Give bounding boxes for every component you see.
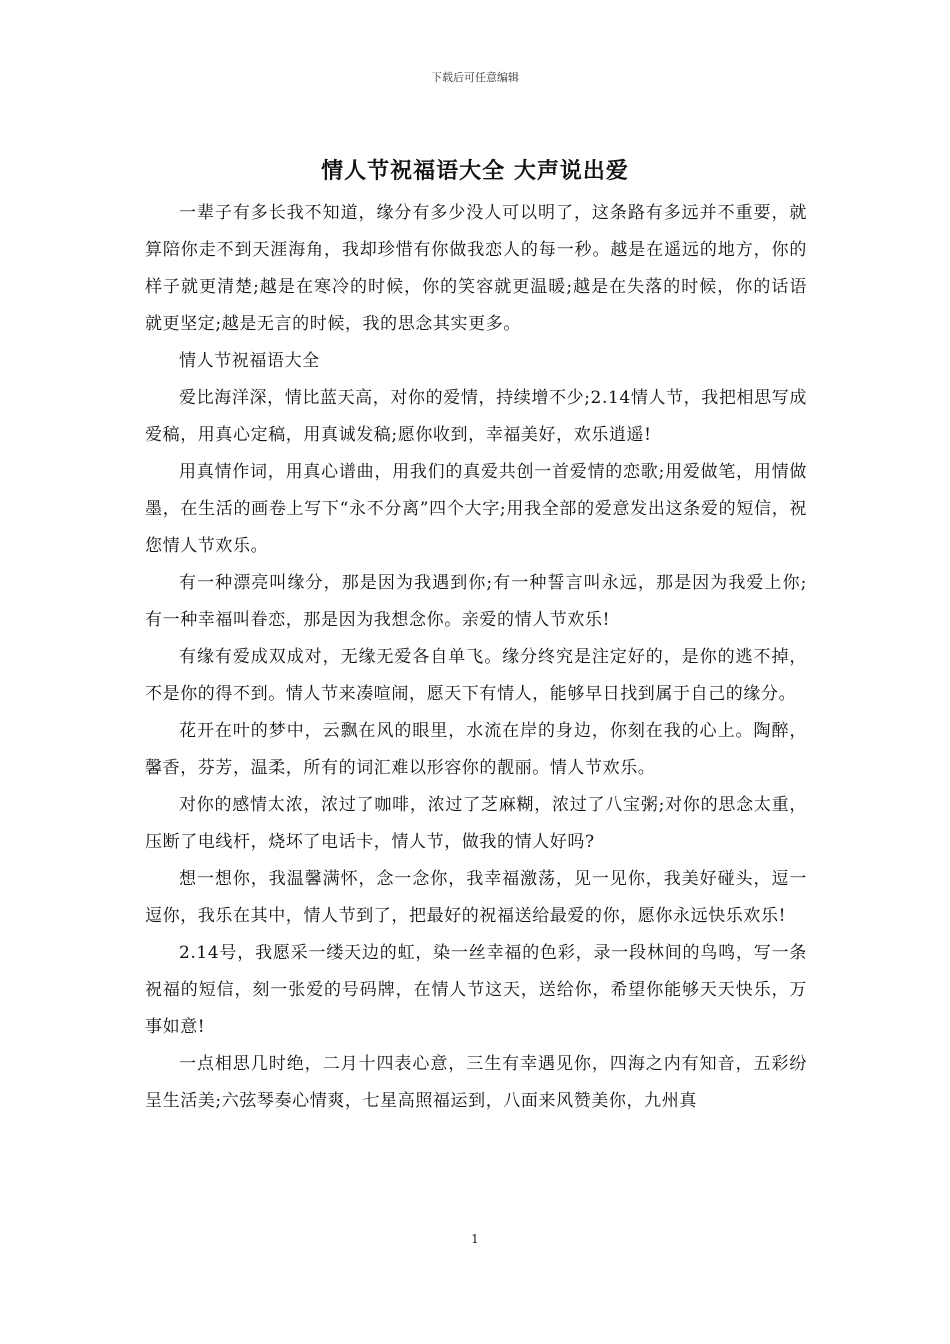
- header-note: 下载后可任意编辑: [431, 71, 519, 84]
- document-body: [145, 195, 807, 1120]
- paragraph: 一点相思几时绝，二月十四表心意，三生有幸遇见你，四海之内有知音，五彩纷呈生活美;六弦琴奏心情爽，七星高照福运到，八面来风赞美你，九州真: [145, 1054, 807, 1111]
- paragraph: 用真情作词，用真心谱曲，用我们的真爱共创一首爱情的恋歌;用爱做笔，用情做墨，在生活的画卷上写下“永不分离”四个大字;用我全部的爱意发出这条爱的短信，祝您情人节欢乐。: [145, 462, 807, 556]
- paragraph: 有缘有爱成双成对，无缘无爱各自单飞。缘分终究是注定好的，是你的逃不掉，不是你的得不到。情人节来凑喧闹，愿天下有情人，能够早日找到属于自己的缘分。: [145, 647, 807, 704]
- document-title: 情人节祝福语大全 大声说出爱: [321, 159, 629, 184]
- paragraph: 有一种漂亮叫缘分，那是因为我遇到你;有一种誓言叫永远，那是因为我爱上你;有一种幸福叫眷恋，那是因为我想念你。亲爱的情人节欢乐!: [145, 573, 807, 630]
- paragraph: 想一想你，我温馨满怀，念一念你，我幸福激荡，见一见你，我美好碰头，逗一逗你，我乐在其中，情人节到了，把最好的祝福送给最爱的你，愿你永远快乐欢乐!: [145, 869, 807, 926]
- page-number: 1: [471, 1232, 479, 1246]
- paragraph: 花开在叶的梦中，云飘在风的眼里，水流在岸的身边，你刻在我的心上。陶醉，馨香，芬芳，温柔，所有的词汇难以形容你的靓丽。情人节欢乐。: [145, 721, 807, 778]
- paragraph-intro: 一辈子有多长我不知道，缘分有多少没人可以明了，这条路有多远并不重要，就算陪你走不到天涯海角，我却珍惜有你做我恋人的每一秒。越是在遥远的地方，你的样子就更清楚;越是在寒冷的时候，你的笑容就更温暖;越是在失落的时候，你的话语就更坚定;越是无言的时候，我的思念其实更多。: [145, 203, 807, 334]
- section-heading: 情人节祝福语大全: [179, 351, 320, 371]
- paragraph: 2.14号，我愿采一缕天边的虹，染一丝幸福的色彩，录一段林间的鸟鸣，写一条祝福的短信，刻一张爱的号码牌，在情人节这天，送给你，希望你能够天天快乐，万事如意!: [145, 943, 807, 1037]
- paragraph: 对你的感情太浓，浓过了咖啡，浓过了芝麻糊，浓过了八宝粥;对你的思念太重，压断了电线杆，烧坏了电话卡，情人节，做我的情人好吗?: [145, 795, 807, 852]
- paragraph: 爱比海洋深，情比蓝天高，对你的爱情，持续增不少;2.14情人节，我把相思写成爱稿，用真心定稿，用真诚发稿;愿你收到，幸福美好，欢乐逍遥!: [145, 388, 807, 445]
